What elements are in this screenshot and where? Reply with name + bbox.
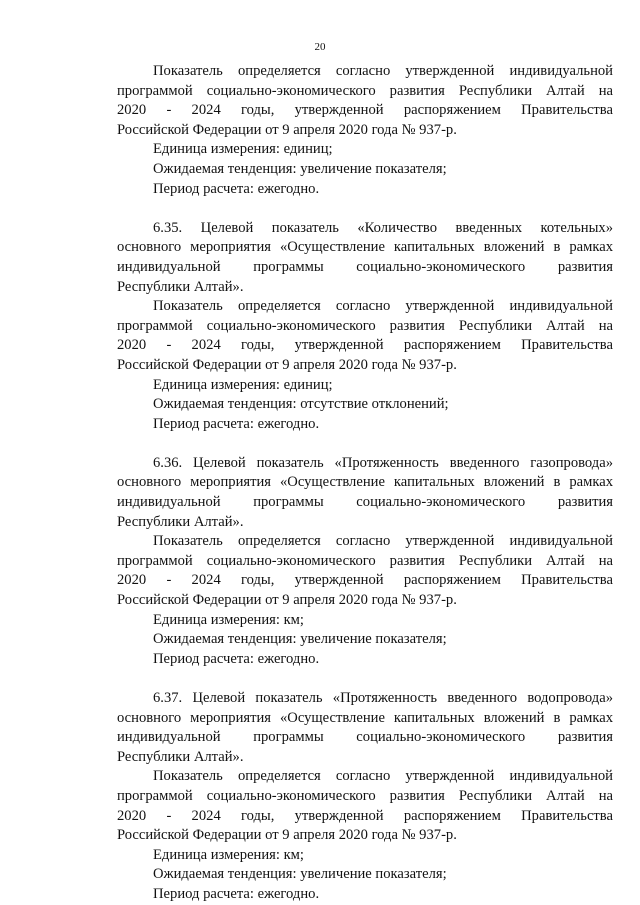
text-line: Ожидаемая тенденция: увеличение показателя;	[153, 631, 447, 648]
text-line: программой социально-экономического развития Республики Алтай на	[117, 787, 613, 804]
text-line: Республики Алтай».	[117, 278, 244, 295]
paragraph	[117, 219, 613, 297]
text-line: 6.37. Целевой показатель «Протяженность введенного водопровода»	[153, 690, 613, 706]
text-line: основного мероприятия «Осуществление капитальных вложений в рамках	[117, 239, 613, 256]
text-line: Период расчета: ежегодно.	[153, 180, 320, 197]
paragraph	[117, 454, 613, 532]
text-line: Показатель определяется согласно утвержденной индивидуальной	[153, 768, 613, 785]
paragraph	[117, 846, 613, 866]
text-line: Российской Федерации от 9 апреля 2020 года № 937-р.	[117, 592, 457, 609]
text-line: 2020 - 2024 годы, утвержденной распоряжением Правительства	[117, 807, 613, 824]
paragraph	[117, 62, 613, 140]
paragraph	[117, 532, 613, 610]
paragraph	[117, 297, 613, 375]
text-line: Российской Федерации от 9 апреля 2020 года № 937-р.	[117, 827, 457, 844]
text-line: индивидуальной программы социально-экономического развития	[117, 729, 613, 746]
text-line: Республики Алтай».	[117, 748, 244, 765]
paragraph-gap	[117, 434, 613, 454]
text-line: Республики Алтай».	[117, 513, 244, 530]
paragraph	[117, 415, 613, 435]
text-line: 6.36. Целевой показатель «Протяженность введенного газопровода»	[153, 454, 613, 471]
paragraph-gap	[117, 669, 613, 689]
text-line: Показатель определяется согласно утвержденной индивидуальной	[153, 533, 613, 550]
text-line: Период расчета: ежегодно.	[153, 650, 320, 667]
paragraph	[117, 865, 613, 885]
paragraph	[117, 689, 613, 767]
paragraph	[117, 630, 613, 650]
text-line: Единица измерения: км;	[153, 846, 304, 863]
text-line: Российской Федерации от 9 апреля 2020 года № 937-р.	[117, 356, 457, 373]
text-line: 2020 - 2024 годы, утвержденной распоряжением Правительства	[117, 102, 613, 119]
text-line: индивидуальной программы социально-экономического развития	[117, 494, 613, 511]
text-line: основного мероприятия «Осуществление капитальных вложений в рамках	[117, 474, 613, 491]
paragraph	[117, 611, 613, 631]
paragraph	[117, 650, 613, 670]
text-line: 2020 - 2024 годы, утвержденной распоряжением Правительства	[117, 337, 613, 354]
paragraph	[117, 376, 613, 396]
text-line: Показатель определяется согласно утвержденной индивидуальной	[153, 298, 613, 315]
text-line: Единица измерения: км;	[153, 611, 304, 628]
text-line: программой социально-экономического развития Республики Алтай на	[117, 552, 613, 569]
text-line: Период расчета: ежегодно.	[153, 415, 320, 432]
text-line: Ожидаемая тенденция: увеличение показателя;	[153, 866, 447, 883]
paragraph	[117, 160, 613, 180]
text-line: программой социально-экономического развития Республики Алтай на	[117, 317, 613, 334]
paragraph	[117, 767, 613, 845]
text-line: Показатель определяется согласно утвержденной индивидуальной	[153, 63, 613, 79]
text-line: 2020 - 2024 годы, утвержденной распоряжением Правительства	[117, 572, 613, 589]
page-number: 20	[314, 41, 326, 53]
paragraph	[117, 180, 613, 200]
text-line: Ожидаемая тенденция: увеличение показателя;	[153, 160, 447, 177]
text-line: Ожидаемая тенденция: отсутствие отклонений;	[153, 396, 449, 413]
text-line: 6.35. Целевой показатель «Количество введенных котельных»	[153, 219, 613, 236]
document-body	[117, 62, 613, 905]
text-line: индивидуальной программы социально-экономического развития	[117, 258, 613, 275]
text-line: Российской Федерации от 9 апреля 2020 года № 937-р.	[117, 121, 457, 138]
paragraph	[117, 395, 613, 415]
text-line: основного мероприятия «Осуществление капитальных вложений в рамках	[117, 709, 613, 726]
text-line: Единица измерения: единиц;	[153, 141, 333, 158]
paragraph-gap	[117, 199, 613, 219]
text-line: Единица измерения: единиц;	[153, 376, 333, 393]
paragraph	[117, 140, 613, 160]
text-line: Период расчета: ежегодно.	[153, 885, 320, 902]
paragraph	[117, 885, 613, 905]
text-line: программой социально-экономического развития Республики Алтай на	[117, 82, 613, 99]
